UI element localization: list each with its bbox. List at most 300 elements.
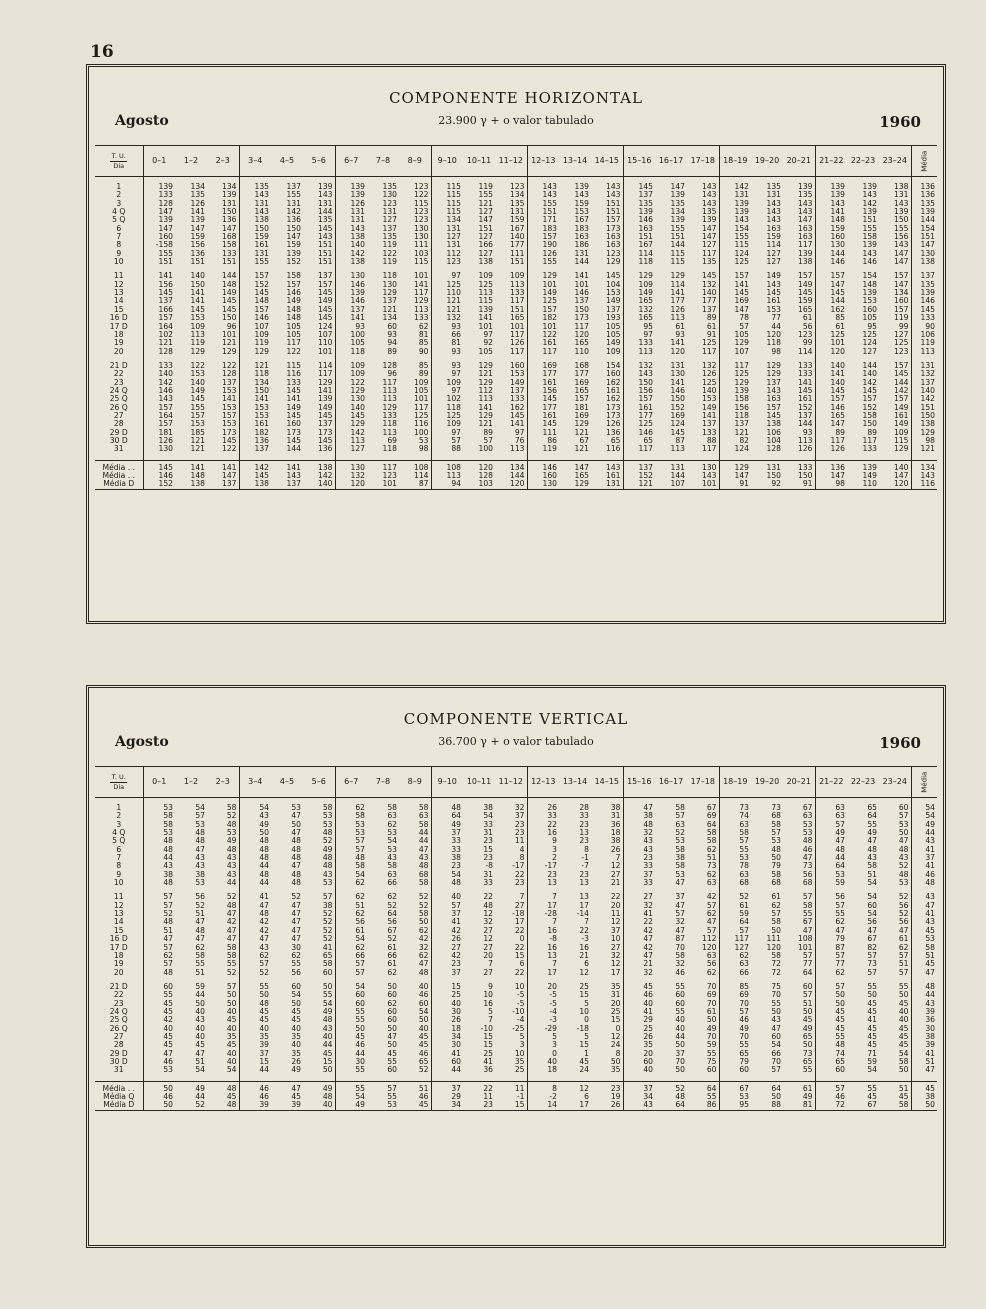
value-cell: 65 <box>719 1050 751 1058</box>
value-cell: 138 <box>766 419 781 429</box>
value-cell: 129 <box>766 360 781 370</box>
value-cell: 49 <box>431 821 463 829</box>
value-cell: 146 <box>143 387 175 395</box>
value-cell: 143 <box>574 190 589 200</box>
value-cell: 30 <box>335 1058 367 1066</box>
hour-header: 9–10 <box>431 146 463 177</box>
value-cell: 10 <box>483 990 493 1000</box>
value-cell: 117 <box>286 338 301 348</box>
value-cell: 43 <box>322 1023 333 1033</box>
value-cell: 48 <box>207 1081 239 1093</box>
day-label: 8 <box>116 861 122 871</box>
value-cell: 37 <box>431 829 463 837</box>
day-label: 5 Q <box>112 836 126 846</box>
value-cell: 58 <box>771 917 781 927</box>
value-cell: 145 <box>239 472 271 480</box>
value-cell: 165 <box>574 471 589 480</box>
value-cell: 148 <box>286 304 301 314</box>
value-cell: 26 <box>431 1016 463 1024</box>
value-cell: 63 <box>675 819 685 829</box>
value-cell: 51 <box>195 909 205 919</box>
value-cell: 123 <box>414 207 429 217</box>
value-cell: 129 <box>414 296 429 306</box>
value-cell: 116 <box>414 419 429 429</box>
value-cell: 23 <box>591 1081 623 1093</box>
value-cell: 67 <box>719 1081 751 1093</box>
daily-mean-cell: 38 <box>911 1033 937 1041</box>
value-cell: 57 <box>802 950 813 960</box>
value-cell: 66 <box>335 952 367 960</box>
value-cell: 149 <box>318 402 333 412</box>
value-cell: 135 <box>623 200 655 208</box>
value-cell: 62 <box>771 900 781 910</box>
value-cell: 136 <box>286 215 301 225</box>
value-cell: 53 <box>367 1101 399 1110</box>
value-cell: 42 <box>143 1016 175 1024</box>
daily-mean-cell: 137 <box>911 379 937 387</box>
daily-mean-cell: 150 <box>911 412 937 420</box>
value-cell: 35 <box>291 1031 301 1041</box>
value-cell: 105 <box>286 329 301 339</box>
value-cell: 27 <box>623 893 655 901</box>
value-cell: 45 <box>399 1101 431 1110</box>
value-cell: 53 <box>802 819 813 829</box>
value-cell: 38 <box>322 900 333 910</box>
value-cell: 109 <box>478 271 493 281</box>
value-cell: 145 <box>318 410 333 420</box>
day-label: 25 Q <box>109 394 128 404</box>
value-cell: 56 <box>335 918 367 926</box>
value-cell: 48 <box>239 846 271 854</box>
value-cell: 134 <box>495 460 527 472</box>
value-cell: 121 <box>478 369 493 379</box>
value-cell: 163 <box>766 223 781 233</box>
value-cell: 140 <box>335 241 367 249</box>
value-cell: 97 <box>431 387 463 395</box>
daily-mean-cell: 135 <box>911 281 937 289</box>
value-cell: 63 <box>719 871 751 879</box>
value-cell: 49 <box>802 1092 813 1101</box>
value-cell: 143 <box>702 198 717 208</box>
value-cell: 70 <box>771 1056 781 1066</box>
value-cell: 35 <box>226 1031 237 1041</box>
value-cell: 61 <box>771 892 781 902</box>
value-cell: 58 <box>387 861 397 871</box>
day-label: 10 <box>113 878 124 888</box>
daily-mean-cell: 130 <box>911 250 937 258</box>
value-cell: 169 <box>574 377 589 387</box>
value-cell: 28 <box>579 803 589 812</box>
value-cell: 57 <box>719 927 751 935</box>
value-cell: 139 <box>862 240 877 250</box>
value-cell: 177 <box>574 369 589 379</box>
value-cell: 141 <box>207 460 239 472</box>
value-cell: 45 <box>291 1006 301 1016</box>
value-cell: 63 <box>387 869 397 879</box>
hour-header: 19–20 <box>751 146 783 177</box>
value-cell: 55 <box>335 1066 367 1074</box>
value-cell: 113 <box>382 394 397 404</box>
value-cell: 144 <box>670 240 685 250</box>
value-cell: 17 <box>514 917 525 927</box>
hour-header: 11–12 <box>495 767 527 798</box>
value-cell: 96 <box>387 369 397 379</box>
value-cell: 65 <box>623 437 655 445</box>
value-cell: 118 <box>239 370 271 378</box>
value-cell: 141 <box>190 296 205 306</box>
value-cell: 149 <box>623 289 655 297</box>
value-cell: 59 <box>706 1040 717 1050</box>
value-cell: 93 <box>431 362 463 370</box>
value-cell: 138 <box>239 480 271 489</box>
value-cell: 157 <box>143 404 175 412</box>
value-cell: 47 <box>195 917 205 927</box>
value-cell: 130 <box>382 279 397 289</box>
value-cell: 131 <box>335 216 367 224</box>
daily-mean-cell: 154 <box>911 225 937 233</box>
value-cell: 114 <box>798 346 813 356</box>
value-cell: 48 <box>802 836 813 846</box>
value-cell: 152 <box>239 281 271 289</box>
value-cell: 121 <box>222 338 237 348</box>
day-label: 14 <box>113 917 124 927</box>
value-cell: 149 <box>766 271 781 281</box>
value-cell: 62 <box>335 910 367 918</box>
daily-mean-cell: 48 <box>911 983 937 991</box>
value-cell: 56 <box>802 321 813 331</box>
value-cell: 136 <box>222 215 237 225</box>
value-cell: 150 <box>286 223 301 233</box>
value-cell: 144 <box>222 271 237 281</box>
value-cell: 37 <box>675 892 685 902</box>
value-cell: 139 <box>719 208 751 216</box>
value-cell: 58 <box>771 819 781 829</box>
value-cell: 50 <box>771 1092 781 1101</box>
value-cell: 139 <box>574 182 589 191</box>
value-cell: 123 <box>894 346 909 356</box>
value-cell: 53 <box>418 435 429 445</box>
value-cell: 143 <box>239 208 271 216</box>
value-cell: 162 <box>815 306 847 314</box>
value-cell: 158 <box>222 240 237 250</box>
value-cell: 60 <box>418 998 429 1008</box>
value-cell: 163 <box>606 232 621 242</box>
value-cell: 54 <box>335 1093 367 1101</box>
value-cell: 113 <box>335 437 367 445</box>
value-cell: 51 <box>335 902 367 910</box>
value-cell: 146 <box>239 314 271 322</box>
value-cell: 118 <box>431 404 463 412</box>
value-cell: 62 <box>706 909 717 919</box>
day-label: Média D <box>95 480 143 489</box>
value-cell: 5 <box>584 1031 589 1041</box>
hour-header: 9–10 <box>431 767 463 798</box>
value-cell: 155 <box>478 190 493 200</box>
value-cell: 139 <box>670 215 685 225</box>
day-label: 7 <box>116 853 122 863</box>
value-cell: 143 <box>239 191 271 199</box>
value-cell: 8 <box>519 853 525 863</box>
value-cell: 159 <box>815 225 847 233</box>
value-cell: 140 <box>815 379 847 387</box>
value-cell: 30 <box>431 1008 463 1016</box>
value-cell: 157 <box>894 394 909 404</box>
value-cell: 91 <box>706 329 717 339</box>
day-row <box>95 445 937 453</box>
value-cell: 142 <box>719 183 751 191</box>
value-cell: 117 <box>510 296 525 306</box>
value-cell: 149 <box>606 338 621 348</box>
value-cell: 52 <box>418 892 429 902</box>
value-cell: 137 <box>798 410 813 420</box>
value-cell: 121 <box>382 304 397 314</box>
value-cell: 133 <box>510 394 525 404</box>
value-cell: 38 <box>143 871 175 879</box>
value-cell: 147 <box>143 208 175 216</box>
value-cell: 102 <box>431 395 463 403</box>
value-cell: 144 <box>894 377 909 387</box>
value-cell: 35 <box>610 981 621 991</box>
value-cell: 146 <box>335 281 367 289</box>
value-cell: 121 <box>239 362 271 370</box>
value-cell: 129 <box>719 460 751 472</box>
value-cell: 126 <box>143 437 175 445</box>
value-cell: 47 <box>867 836 877 846</box>
value-cell: 142 <box>318 471 333 480</box>
value-cell: 138 <box>894 182 909 191</box>
value-cell: 177 <box>527 404 559 412</box>
value-cell: 157 <box>894 360 909 370</box>
value-cell: 43 <box>322 869 333 879</box>
value-cell: 55 <box>335 1081 367 1093</box>
hour-header: 22–23 <box>847 767 879 798</box>
value-cell: 161 <box>239 241 271 249</box>
value-cell: 45 <box>195 1040 205 1050</box>
value-cell: 131 <box>239 200 271 208</box>
value-cell: 31 <box>610 990 621 1000</box>
value-cell: 35 <box>610 1065 621 1075</box>
value-cell: 137 <box>702 419 717 429</box>
value-cell: 52 <box>418 1065 429 1075</box>
value-cell: 48 <box>483 900 493 910</box>
value-cell: 145 <box>335 412 367 420</box>
value-cell: 54 <box>291 990 301 1000</box>
value-cell: 58 <box>226 942 237 952</box>
value-cell: 127 <box>766 257 781 267</box>
value-cell: 57 <box>867 967 877 977</box>
value-cell: 62 <box>195 942 205 952</box>
value-cell: 18 <box>431 1025 463 1033</box>
value-cell: 15 <box>514 950 525 960</box>
value-cell: 93 <box>802 427 813 437</box>
value-cell: 35 <box>239 1033 271 1041</box>
value-cell: 147 <box>894 248 909 258</box>
value-cell: 58 <box>335 812 367 820</box>
value-cell: 44 <box>239 879 271 887</box>
value-cell: 130 <box>670 369 685 379</box>
value-cell: 145 <box>318 435 333 445</box>
value-cell: 152 <box>862 402 877 412</box>
value-cell: 63 <box>387 811 397 821</box>
value-cell: 127 <box>478 232 493 242</box>
value-cell: 153 <box>190 369 205 379</box>
value-cell: 89 <box>418 369 429 379</box>
value-cell: 89 <box>387 346 397 356</box>
value-cell: 69 <box>387 435 397 445</box>
value-cell: 27 <box>483 967 493 977</box>
value-cell: 53 <box>898 819 909 829</box>
value-cell: 50 <box>143 1101 175 1110</box>
value-cell: 133 <box>222 248 237 258</box>
value-cell: 115 <box>670 248 685 258</box>
value-cell: 32 <box>418 942 429 952</box>
value-cell: 52 <box>387 900 397 910</box>
value-cell: 159 <box>510 215 525 225</box>
value-cell: 57 <box>898 967 909 977</box>
value-cell: 157 <box>862 394 877 404</box>
value-cell: 43 <box>623 1101 655 1110</box>
value-cell: 151 <box>318 248 333 258</box>
value-cell: 48 <box>815 1041 847 1049</box>
value-cell: 126 <box>798 444 813 454</box>
value-cell: -3 <box>581 934 589 944</box>
value-cell: 6 <box>584 1092 589 1101</box>
value-cell: 117 <box>798 240 813 250</box>
value-cell: 120 <box>495 480 527 489</box>
value-cell: 53 <box>719 1093 751 1101</box>
value-cell: 56 <box>867 917 877 927</box>
value-cell: 48 <box>291 869 301 879</box>
value-cell: 48 <box>239 837 271 845</box>
value-cell: 53 <box>675 869 685 879</box>
value-cell: -5 <box>516 998 525 1008</box>
value-cell: 160 <box>527 472 559 480</box>
value-cell: 109 <box>894 427 909 437</box>
value-cell: 0 <box>527 1050 559 1058</box>
value-cell: 123 <box>382 471 397 480</box>
value-cell: 61 <box>706 321 717 331</box>
value-cell: 122 <box>222 360 237 370</box>
day-label: 30 D <box>109 1056 128 1066</box>
value-cell: 129 <box>478 360 493 370</box>
value-cell: 43 <box>195 853 205 863</box>
value-cell: 32 <box>623 829 655 837</box>
value-cell: 58 <box>195 950 205 960</box>
value-cell: 92 <box>751 480 783 489</box>
value-cell: 52 <box>195 900 205 910</box>
value-cell: 61 <box>719 902 751 910</box>
value-cell: 46 <box>418 990 429 1000</box>
value-cell: 47 <box>771 1023 781 1033</box>
value-cell: 152 <box>798 402 813 412</box>
value-cell: 124 <box>670 419 685 429</box>
value-cell: 79 <box>815 935 847 943</box>
value-cell: 69 <box>719 991 751 999</box>
value-cell: 190 <box>527 241 559 249</box>
value-cell: 129 <box>478 410 493 420</box>
value-cell: 51 <box>867 869 877 879</box>
value-cell: 146 <box>815 258 847 266</box>
hour-header: 3–4 <box>239 767 271 798</box>
value-cell: 126 <box>606 419 621 429</box>
value-cell: 139 <box>335 289 367 297</box>
horizontal-component-panel <box>86 64 946 624</box>
value-cell: 155 <box>190 402 205 412</box>
value-cell: 48 <box>195 836 205 846</box>
value-cell: 136 <box>190 248 205 258</box>
value-cell: 160 <box>862 304 877 314</box>
value-cell: 48 <box>291 836 301 846</box>
value-cell: 42 <box>418 934 429 944</box>
value-cell: 99 <box>802 338 813 348</box>
value-cell: 54 <box>335 983 367 991</box>
value-cell: 81 <box>783 1101 815 1110</box>
value-cell: 48 <box>335 854 367 862</box>
value-cell: 47 <box>898 925 909 935</box>
value-cell: 26 <box>623 1033 655 1041</box>
value-cell: 48 <box>322 861 333 871</box>
value-cell: 125 <box>719 258 751 266</box>
value-cell: 145 <box>623 183 655 191</box>
value-cell: 131 <box>591 480 623 489</box>
value-cell: 125 <box>702 338 717 348</box>
day-label: 16 D <box>109 934 128 944</box>
day-label: 12 <box>113 900 124 910</box>
value-cell: 101 <box>815 339 847 347</box>
value-cell: 56 <box>291 967 301 977</box>
value-cell: 62 <box>335 804 367 812</box>
value-cell: 163 <box>574 232 589 242</box>
value-cell: 128 <box>143 200 175 208</box>
value-cell: 52 <box>291 892 301 902</box>
value-cell: 133 <box>510 288 525 298</box>
value-cell: 47 <box>418 959 429 969</box>
value-cell: 45 <box>291 1015 301 1025</box>
value-cell: 17 <box>527 969 559 977</box>
value-cell: 47 <box>815 927 847 935</box>
value-cell: 64 <box>687 1081 719 1093</box>
value-cell: 137 <box>382 223 397 233</box>
value-cell: 18 <box>527 1066 559 1074</box>
value-cell: 117 <box>318 369 333 379</box>
value-cell: 123 <box>431 258 463 266</box>
value-cell: 48 <box>226 819 237 829</box>
value-cell: 129 <box>527 272 559 280</box>
value-cell: 64 <box>802 967 813 977</box>
value-cell: 169 <box>574 410 589 420</box>
value-cell: 65 <box>867 803 877 812</box>
value-cell: 55 <box>239 983 271 991</box>
value-cell: 54 <box>867 1065 877 1075</box>
value-cell: 85 <box>815 314 847 322</box>
value-cell: 146 <box>623 216 655 224</box>
value-cell: 141 <box>815 370 847 378</box>
value-cell: 130 <box>335 272 367 280</box>
value-cell: 23 <box>579 819 589 829</box>
value-cell: 57 <box>367 1081 399 1093</box>
value-cell: 30 <box>431 1041 463 1049</box>
hour-header: 0–1 <box>143 146 175 177</box>
value-cell: 26 <box>291 1056 301 1066</box>
value-cell: 44 <box>195 1092 205 1101</box>
value-cell: 40 <box>623 1066 655 1074</box>
value-cell: 41 <box>623 1008 655 1016</box>
value-cell: 142 <box>335 250 367 258</box>
value-cell: 158 <box>862 232 877 242</box>
value-cell: 122 <box>190 360 205 370</box>
value-cell: 22 <box>623 918 655 926</box>
value-cell: 124 <box>862 338 877 348</box>
